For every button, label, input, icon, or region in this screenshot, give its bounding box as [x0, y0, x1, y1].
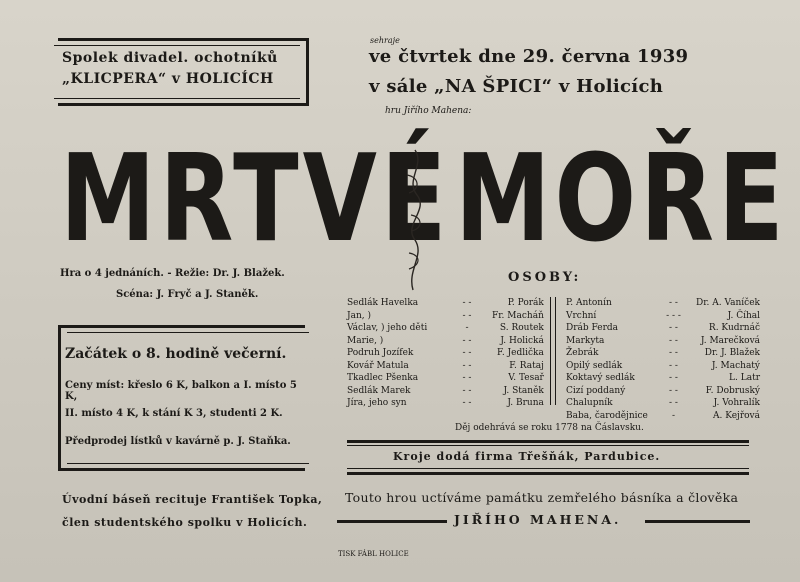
dedication-name: JIŘÍHO MAHENA.: [454, 512, 622, 527]
rule-top: [347, 440, 749, 443]
cast-row: Žebrák - - Dr. J. Blažek: [566, 348, 761, 358]
cast-row: Václav, ) jeho děti - S. Routek: [347, 323, 544, 333]
recital-line-1: Úvodní báseň recituje František Topka,: [62, 493, 323, 506]
cast-table-left: [347, 297, 544, 410]
cast-row: P. Antonín - - Dr. A. Vaníček: [566, 298, 761, 308]
organization-name: Spolek divadel. ochotníků: [62, 50, 278, 66]
costumes-note: Kroje dodá firma Třešňák, Pardubice.: [393, 450, 661, 463]
event-date: ve čtvrtek dne 29. června 1939: [369, 46, 689, 67]
cast-heading: OSOBY:: [508, 270, 582, 285]
cast-row: Cizí poddaný - - F. Dobruský: [566, 385, 761, 396]
cast-row: Podruh Jozífek - - F. Jedlička: [347, 348, 544, 358]
cast-row: Kovář Matula - - F. Rataj: [347, 360, 544, 371]
event-venue: v sále „NA ŠPICI“ v Holicích: [369, 76, 664, 97]
title-word-1: MRTVÉ: [60, 128, 451, 269]
organization-box: [58, 38, 309, 106]
presale-note: Předprodej lístků v kavárně p. J. Staňka.: [65, 436, 291, 447]
cast-row: Opilý sedlák - - J. Machatý: [566, 360, 761, 371]
cast-row: Jan, ) - - Fr. Macháň: [347, 310, 544, 321]
cast-table-right: [566, 297, 760, 422]
prices-line-1: Ceny míst: křeslo 6 K, balkon a I. místo 5 K,: [65, 380, 297, 402]
cast-row: Sedlák Marek - - J. Staněk: [347, 385, 544, 396]
prices-line-2: II. místo 4 K, k stání K 3, studenti 2 K.: [65, 408, 283, 419]
rule-top-thin: [347, 445, 749, 446]
start-time: Začátek o 8. hodině večerní.: [65, 346, 287, 362]
cast-row: Jíra, jeho syn - - J. Bruna: [347, 398, 544, 408]
dedication-rule-left: [337, 520, 447, 523]
author-line: hru Jiřího Mahena:: [385, 106, 472, 116]
cast-divider: [550, 297, 556, 405]
dedication-rule-right: [645, 520, 750, 523]
scene-credits: Scéna: J. Fryč a J. Staněk.: [116, 289, 259, 300]
printer-credit: TISK FÁBL HOLICE: [338, 550, 409, 558]
title-word-2: MOŘE: [455, 128, 788, 269]
cast-row: Vrchní - - - J. Číhal: [566, 310, 761, 321]
cast-row: Sedlák Havelka - - P. Porák: [347, 298, 544, 308]
cast-row: Baba, čarodějnice - A. Kejřová: [566, 410, 761, 421]
setting-note: Děj odehrává se roku 1778 na Čáslavsku.: [455, 423, 644, 433]
rule-bottom-thin: [347, 468, 749, 469]
cast-row: Chalupník - - J. Vohralík: [566, 398, 761, 408]
cast-row: Dráb Ferda - - R. Kudrnáč: [566, 323, 761, 333]
handwritten-signature: [385, 145, 445, 295]
dedication-text: Touto hrou uctíváme památku zemřelého básníka a člověka: [345, 490, 739, 505]
acts-director: Hra o 4 jednáních. - Režie: Dr. J. Blažek.: [60, 268, 285, 279]
cast-row: Tkadlec Pšenka - - V. Tesař: [347, 373, 544, 383]
cast-row: Koktavý sedlák - - L. Latr: [566, 373, 761, 383]
sehraje-label: sehraje: [370, 36, 400, 45]
prices-box: [58, 325, 305, 471]
organization-subtitle: „KLICPERA“ v HOLICÍCH: [62, 71, 274, 87]
recital-line-2: člen studentského spolku v Holicích.: [62, 516, 308, 529]
cast-row: Markyta - - J. Marečková: [566, 335, 761, 346]
cast-row: Marie, ) - - J. Holická: [347, 335, 544, 346]
rule-bottom: [347, 472, 749, 475]
